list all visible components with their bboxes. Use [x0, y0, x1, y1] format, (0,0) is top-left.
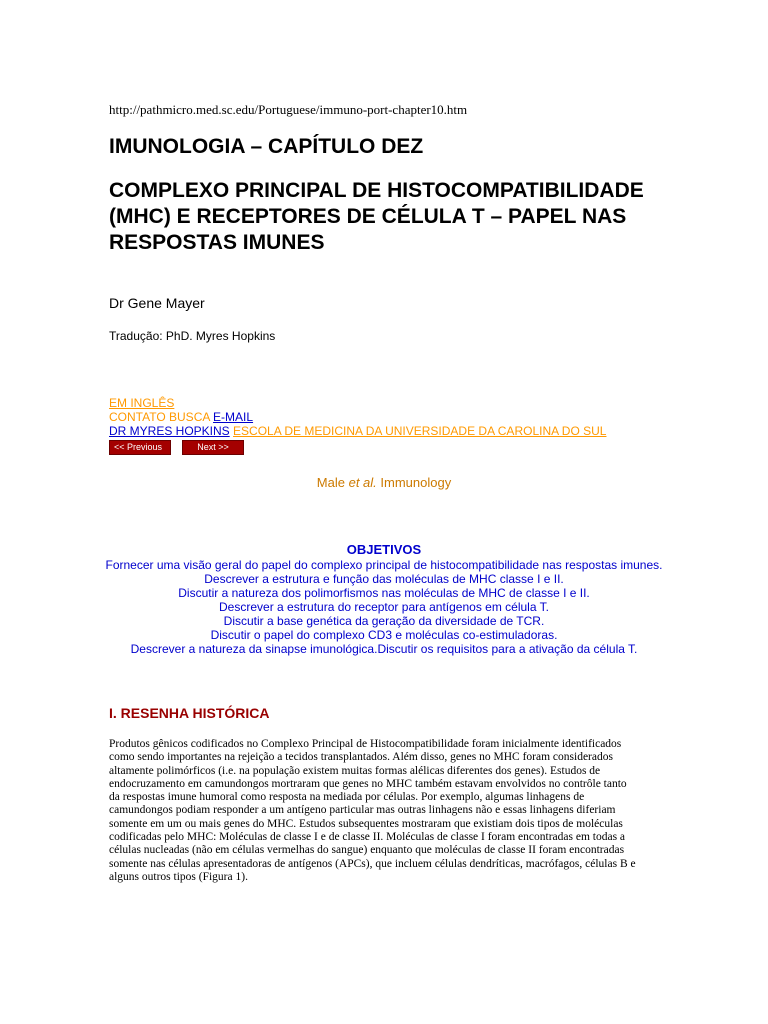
previous-button[interactable]: << Previous [109, 440, 171, 455]
book-title: Immunology [380, 475, 452, 490]
chapter-title: IMUNOLOGIA – CAPÍTULO DEZ [109, 135, 424, 158]
objective-item: Descrever a natureza da sinapse imunológica.Discutir os requisitos para a ativação da célula T. [130, 642, 638, 656]
english-link[interactable]: EM INGLÊS [109, 396, 175, 410]
objective-item: Descrever a estrutura do receptor para antígenos em célula T. [219, 600, 549, 614]
translation-credit: Tradução: PhD. Myres Hopkins [109, 329, 276, 343]
author: Dr Gene Mayer [109, 295, 205, 311]
next-button[interactable]: Next >> [182, 440, 244, 455]
translator-link[interactable]: DR MYRES HOPKINS [109, 424, 230, 438]
objectives-section [0, 542, 768, 656]
objective-item: Descrever a estrutura e função das moléculas de MHC classe I e II. [204, 572, 564, 586]
section-heading: I. RESENHA HISTÓRICA [109, 705, 270, 721]
book-author: Male [316, 475, 345, 490]
link-block [109, 396, 606, 438]
page-title: COMPLEXO PRINCIPAL DE HISTOCOMPATIBILIDADE (MHC) E RECEPTORES DE CÉLULA T – PAPEL NAS RESPOSTAS IMUNES [109, 179, 644, 254]
source-url: http://pathmicro.med.sc.edu/Portuguese/immuno-port-chapter10.htm [109, 102, 468, 117]
book-etal: et al. [348, 475, 377, 490]
objective-item: Discutir a natureza dos polimorfismos nas moléculas de MHC de classe I e II. [178, 586, 590, 600]
objectives-heading: OBJETIVOS [346, 542, 422, 557]
objective-item: Discutir a base genética da geração da diversidade de TCR. [223, 614, 545, 628]
objective-item: Fornecer uma visão geral do papel do complexo principal de histocompatibilidade nas respostas imunes. [105, 558, 663, 572]
nav-buttons [109, 440, 244, 455]
book-reference[interactable] [0, 475, 768, 490]
objectives-list [104, 558, 664, 656]
objective-item: Discutir o papel do complexo CD3 e moléculas co-estimuladoras. [210, 628, 558, 642]
school-link[interactable]: ESCOLA DE MEDICINA DA UNIVERSIDADE DA CAROLINA DO SUL [233, 424, 607, 438]
contact-link[interactable]: CONTATO [109, 410, 166, 424]
history-paragraph: Produtos gênicos codificados no Complexo Principal de Histocompatibilidade foram inicialmente identificados como sendo importantes na rejeição a tecidos transplantados. Além disso, genes no MHC foram considerados altamente polimórficos (i.e. na população existem muitas formas alélicas diferentes dos genes). Estudos de endocruzamento em camundongos mortraram que genes no MHC também estavam envolvidos no contrôle tanto da respostas imune humoral como resposta na mediada por células. Por exemplo, algumas linhagens de camundongos podiam responder a um antígeno particular mas outras linhagens não e essas linhagens diferiam somente em um ou mais genes do MHC. Estudos subsequentes mostraram que existiam dois tipos de moléculas codificadas pelo MHC: Moléculas de classe I e de classe II. Moléculas de classe I foram encontradas em todas a células nucleadas (não em células vermelhas do sangue) enquanto que moléculas de classe II foram encontradas somente nas células apresentadoras de antígenos (APCs), que incluem células dendríticas, macrófagos, células B e alguns outros tipos (Figura 1). [109, 738, 636, 883]
search-link[interactable]: BUSCA [169, 410, 210, 424]
email-link[interactable]: E-MAIL [213, 410, 254, 424]
